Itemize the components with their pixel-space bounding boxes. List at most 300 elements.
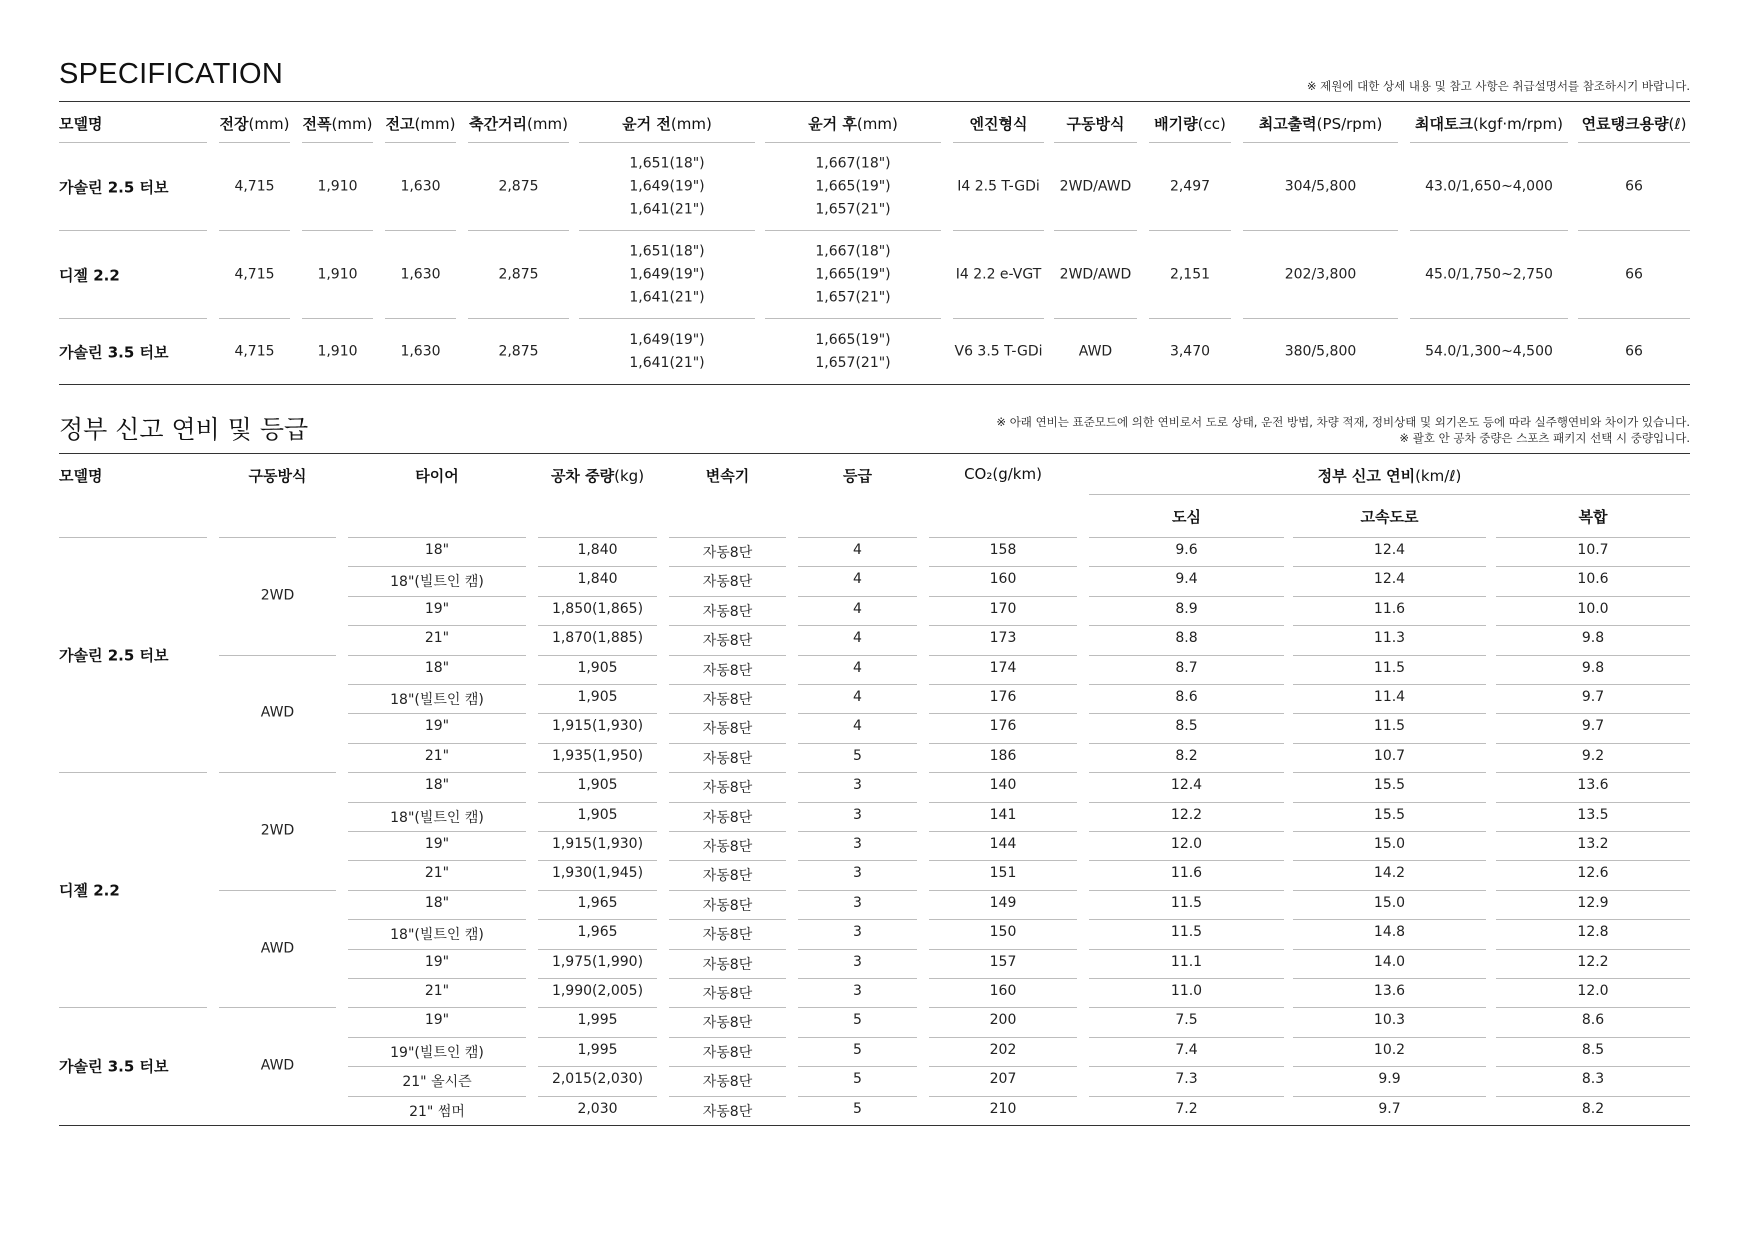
fuel-row-divider bbox=[798, 596, 917, 597]
spec-title: SPECIFICATION bbox=[59, 58, 284, 90]
spec-cell-wheelbase: 2,875 bbox=[498, 343, 539, 360]
fuel-row-divider bbox=[929, 596, 1077, 597]
fuel-cell: 12.8 bbox=[1577, 924, 1609, 941]
fuel-cell: 19" bbox=[424, 836, 450, 852]
fuel-row-divider bbox=[669, 860, 786, 861]
fuel-header-drive: 구동방식 bbox=[248, 467, 307, 485]
fuel-drive-divider bbox=[219, 655, 336, 656]
fuel-row-divider bbox=[348, 625, 526, 626]
fuel-row-divider bbox=[538, 655, 657, 656]
fuel-cell: 18"(빌트인 캠) bbox=[390, 574, 484, 591]
spec-cell-track-rear: 1,665(19") 1,657(21") bbox=[815, 332, 891, 371]
fuel-row-divider bbox=[669, 949, 786, 950]
fuel-row-divider bbox=[538, 772, 657, 773]
fuel-cell: 9.8 bbox=[1581, 659, 1605, 676]
fuel-row-divider bbox=[1496, 890, 1690, 891]
fuel-model-name: 가솔린 2.5 터보 bbox=[59, 646, 169, 665]
fuel-row-divider bbox=[1496, 1007, 1690, 1008]
spec-cell-track-front: 1,651(18") 1,649(19") 1,641(21") bbox=[629, 155, 705, 218]
spec-row-divider-1-11 bbox=[1410, 318, 1568, 319]
spec-cell-power: 304/5,800 bbox=[1284, 178, 1357, 195]
fuel-cell: 9.8 bbox=[1581, 630, 1605, 647]
spec-cell-height: 1,630 bbox=[400, 178, 441, 195]
fuel-cell: 149 bbox=[989, 894, 1017, 911]
fuel-cell: 9.9 bbox=[1378, 1071, 1401, 1088]
fuel-row-divider bbox=[798, 684, 917, 685]
spec-header-11: 최대토크(kgf·m/rpm) bbox=[1415, 115, 1563, 133]
fuel-cell: 7.4 bbox=[1175, 1041, 1198, 1058]
fuel-row-divider bbox=[669, 1096, 786, 1097]
fuel-row-divider bbox=[929, 1066, 1077, 1067]
fuel-cell: 11.1 bbox=[1170, 953, 1203, 970]
fuel-cell: 13.6 bbox=[1577, 777, 1609, 794]
fuel-row-divider bbox=[1089, 949, 1284, 950]
fuel-cell: 8.3 bbox=[1581, 1071, 1605, 1088]
fuel-row-divider bbox=[798, 713, 917, 714]
fuel-header-divider-7 bbox=[1089, 537, 1284, 538]
spec-row-divider-0-1 bbox=[219, 230, 290, 231]
spec-cell-power: 202/3,800 bbox=[1284, 266, 1357, 283]
fuel-cell: 186 bbox=[989, 747, 1017, 764]
fuel-cell: 3 bbox=[853, 865, 862, 882]
fuel-cell: 14.2 bbox=[1373, 865, 1406, 882]
spec-header-1: 전장(mm) bbox=[219, 115, 290, 133]
fuel-cell: 15.0 bbox=[1373, 836, 1406, 852]
fuel-cell: 174 bbox=[989, 659, 1017, 676]
fuel-cell: 3 bbox=[853, 894, 862, 911]
fuel-cell: 7.3 bbox=[1175, 1071, 1198, 1088]
fuel-cell: 5 bbox=[853, 1071, 862, 1088]
fuel-row-divider bbox=[1089, 890, 1284, 891]
fuel-cell: 3 bbox=[853, 836, 862, 852]
fuel-cell: 18" bbox=[424, 542, 450, 558]
fuel-row-divider bbox=[1293, 1066, 1486, 1067]
fuel-row-divider bbox=[798, 978, 917, 979]
fuel-cell: 5 bbox=[853, 747, 862, 764]
fuel-row-divider bbox=[1293, 743, 1486, 744]
fuel-row-divider bbox=[798, 919, 917, 920]
fuel-row-divider bbox=[348, 713, 526, 714]
fuel-row-divider bbox=[798, 831, 917, 832]
fuel-cell: 19" bbox=[424, 600, 450, 617]
fuel-cell: 1,995 bbox=[577, 1012, 618, 1029]
fuel-row-divider bbox=[798, 772, 917, 773]
spec-row-divider-1-10 bbox=[1243, 318, 1398, 319]
fuel-cell: 4 bbox=[853, 689, 862, 705]
fuel-cell: 1,930(1,945) bbox=[551, 865, 644, 882]
fuel-row-divider bbox=[669, 743, 786, 744]
fuel-row-divider bbox=[348, 919, 526, 920]
spec-row-divider-0-0 bbox=[59, 230, 207, 231]
spec-header-divider-10 bbox=[1243, 142, 1398, 143]
spec-header-divider-0 bbox=[59, 142, 207, 143]
fuel-row-divider bbox=[1496, 978, 1690, 979]
fuel-header-grade: 등급 bbox=[843, 467, 872, 485]
fuel-drive-name: 2WD bbox=[260, 587, 295, 604]
fuel-cell: 7.2 bbox=[1175, 1100, 1198, 1117]
fuel-cell: 176 bbox=[989, 718, 1017, 735]
fuel-row-divider bbox=[1496, 772, 1690, 773]
fuel-cell: 3 bbox=[853, 924, 862, 941]
fuel-row-divider bbox=[669, 1007, 786, 1008]
fuel-cell: 4 bbox=[853, 600, 862, 617]
fuel-row-divider bbox=[1496, 802, 1690, 803]
fuel-cell: 자동8단 bbox=[702, 986, 753, 1002]
spec-cell-track-front: 1,649(19") 1,641(21") bbox=[629, 332, 705, 371]
fuel-cell: 1,990(2,005) bbox=[551, 983, 644, 999]
fuel-cell: 9.2 bbox=[1581, 747, 1605, 764]
fuel-row-divider bbox=[348, 831, 526, 832]
spec-row-divider-0-12 bbox=[1578, 230, 1690, 231]
spec-header-4: 축간거리(mm) bbox=[469, 115, 568, 133]
fuel-cell: 자동8단 bbox=[702, 839, 753, 855]
fuel-row-divider bbox=[348, 655, 526, 656]
fuel-cell: 160 bbox=[989, 571, 1017, 588]
fuel-header-hwy: 고속도로 bbox=[1360, 508, 1419, 526]
fuel-row-divider bbox=[669, 655, 786, 656]
spec-row-divider-1-12 bbox=[1578, 318, 1690, 319]
fuel-cell: 2,015(2,030) bbox=[551, 1071, 644, 1088]
fuel-row-divider bbox=[669, 566, 786, 567]
fuel-drive-name: AWD bbox=[260, 704, 295, 721]
fuel-cell: 4 bbox=[853, 542, 862, 558]
fuel-title: 정부 신고 연비 및 등급 bbox=[59, 415, 309, 444]
spec-cell-drive: AWD bbox=[1078, 343, 1113, 360]
fuel-cell: 202 bbox=[989, 1041, 1017, 1058]
fuel-cell: 9.4 bbox=[1175, 571, 1198, 588]
spec-row-divider-0-5 bbox=[579, 230, 755, 231]
fuel-cell: 3 bbox=[853, 806, 862, 823]
fuel-row-divider bbox=[929, 1007, 1077, 1008]
spec-cell-cc: 3,470 bbox=[1169, 343, 1211, 360]
fuel-cell: 13.6 bbox=[1373, 983, 1406, 999]
fuel-row-divider bbox=[669, 713, 786, 714]
fuel-header-city: 도심 bbox=[1172, 508, 1201, 526]
fuel-row-divider bbox=[348, 596, 526, 597]
fuel-row-divider bbox=[1496, 831, 1690, 832]
spec-cell-drive: 2WD/AWD bbox=[1059, 266, 1132, 283]
fuel-row-divider bbox=[538, 978, 657, 979]
fuel-cell: 자동8단 bbox=[702, 809, 753, 826]
fuel-model-name: 디젤 2.2 bbox=[59, 881, 120, 900]
fuel-header-divider-2 bbox=[348, 537, 526, 538]
fuel-row-divider bbox=[1496, 625, 1690, 626]
fuel-cell: 11.5 bbox=[1373, 659, 1406, 676]
fuel-header-divider-8 bbox=[1293, 537, 1486, 538]
fuel-row-divider bbox=[538, 890, 657, 891]
fuel-row-divider bbox=[538, 713, 657, 714]
fuel-row-divider bbox=[1293, 566, 1486, 567]
fuel-row-divider bbox=[798, 655, 917, 656]
fuel-cell: 12.0 bbox=[1577, 983, 1609, 999]
fuel-row-divider bbox=[669, 978, 786, 979]
fuel-cell: 1,905 bbox=[577, 777, 618, 794]
spec-header-divider-6 bbox=[765, 142, 941, 143]
fuel-cell: 자동8단 bbox=[702, 692, 753, 708]
fuel-header-divider-5 bbox=[798, 537, 917, 538]
spec-cell-engine: I4 2.5 T-GDi bbox=[957, 178, 1040, 195]
fuel-row-divider bbox=[929, 860, 1077, 861]
spec-header-7: 엔진형식 bbox=[969, 115, 1028, 133]
spec-row-divider-1-3 bbox=[385, 318, 456, 319]
fuel-cell: 12.4 bbox=[1373, 571, 1406, 588]
fuel-cell: 자동8단 bbox=[702, 868, 753, 885]
fuel-cell: 9.6 bbox=[1175, 542, 1198, 558]
fuel-model-divider bbox=[59, 772, 207, 773]
fuel-cell: 10.2 bbox=[1373, 1041, 1406, 1058]
fuel-row-divider bbox=[798, 1096, 917, 1097]
fuel-header-divider-4 bbox=[669, 537, 786, 538]
fuel-cell: 1,965 bbox=[577, 924, 618, 941]
fuel-header-eff-divider bbox=[1089, 494, 1690, 495]
spec-row-divider-1-7 bbox=[953, 318, 1044, 319]
spec-row-divider-0-8 bbox=[1054, 230, 1137, 231]
fuel-model-divider bbox=[59, 1007, 207, 1008]
spec-row-divider-1-1 bbox=[219, 318, 290, 319]
fuel-header-divider-6 bbox=[929, 537, 1077, 538]
fuel-cell: 8.2 bbox=[1175, 747, 1198, 764]
fuel-row-divider bbox=[1089, 860, 1284, 861]
spec-cell-torque: 54.0/1,300~4,500 bbox=[1425, 343, 1553, 360]
spec-header-divider-1 bbox=[219, 142, 290, 143]
spec-cell-tank: 66 bbox=[1625, 178, 1643, 195]
fuel-row-divider bbox=[538, 919, 657, 920]
spec-cell-width: 1,910 bbox=[317, 178, 358, 195]
fuel-cell: 21" 올시즌 bbox=[402, 1074, 472, 1091]
fuel-cell: 8.6 bbox=[1581, 1012, 1605, 1029]
fuel-drive-name: 2WD bbox=[260, 822, 295, 839]
fuel-row-divider bbox=[538, 949, 657, 950]
spec-row-divider-1-4 bbox=[468, 318, 569, 319]
fuel-row-divider bbox=[929, 1037, 1077, 1038]
spec-header-divider-9 bbox=[1149, 142, 1231, 143]
fuel-row-divider bbox=[798, 802, 917, 803]
fuel-cell: 207 bbox=[989, 1071, 1017, 1088]
spec-row-model: 가솔린 2.5 터보 bbox=[59, 178, 169, 197]
fuel-row-divider bbox=[1089, 713, 1284, 714]
fuel-row-divider bbox=[1293, 1037, 1486, 1038]
fuel-row-divider bbox=[669, 831, 786, 832]
fuel-row-divider bbox=[1496, 743, 1690, 744]
spec-cell-wheelbase: 2,875 bbox=[498, 266, 539, 283]
fuel-row-divider bbox=[1293, 596, 1486, 597]
spec-row-divider-1-0 bbox=[59, 318, 207, 319]
spec-header-10: 최고출력(PS/rpm) bbox=[1258, 115, 1383, 133]
fuel-row-divider bbox=[1496, 1096, 1690, 1097]
spec-row-divider-1-6 bbox=[765, 318, 941, 319]
fuel-row-divider bbox=[1496, 919, 1690, 920]
fuel-cell: 1,935(1,950) bbox=[551, 747, 644, 764]
fuel-drive-divider bbox=[219, 890, 336, 891]
fuel-cell: 21" bbox=[424, 983, 450, 999]
fuel-cell: 자동8단 bbox=[702, 633, 753, 650]
spec-row-divider-1-2 bbox=[302, 318, 373, 319]
fuel-row-divider bbox=[1293, 802, 1486, 803]
fuel-row-divider bbox=[1496, 684, 1690, 685]
fuel-cell: 10.6 bbox=[1577, 571, 1609, 588]
fuel-cell: 12.4 bbox=[1170, 777, 1203, 794]
fuel-header-model: 모델명 bbox=[59, 467, 103, 485]
spec-cell-length: 4,715 bbox=[234, 266, 275, 283]
fuel-drive-divider bbox=[219, 1007, 336, 1008]
spec-header-0: 모델명 bbox=[59, 115, 103, 133]
spec-cell-tank: 66 bbox=[1625, 343, 1643, 360]
fuel-cell: 5 bbox=[853, 1041, 862, 1058]
fuel-cell: 11.6 bbox=[1170, 865, 1203, 882]
spec-row-divider-0-10 bbox=[1243, 230, 1398, 231]
fuel-row-divider bbox=[1089, 684, 1284, 685]
fuel-cell: 11.5 bbox=[1170, 894, 1203, 911]
fuel-cell: 12.0 bbox=[1170, 836, 1203, 852]
spec-row-divider-0-3 bbox=[385, 230, 456, 231]
fuel-cell: 8.5 bbox=[1581, 1041, 1605, 1058]
spec-note: ※ 제원에 대한 상세 내용 및 참고 사항은 취급설명서를 참조하시기 바랍니다. bbox=[1306, 79, 1690, 93]
spec-row-divider-0-11 bbox=[1410, 230, 1568, 231]
fuel-cell: 170 bbox=[989, 600, 1017, 617]
fuel-row-divider bbox=[929, 831, 1077, 832]
fuel-row-divider bbox=[1293, 625, 1486, 626]
fuel-cell: 4 bbox=[853, 659, 862, 676]
fuel-row-divider bbox=[1089, 978, 1284, 979]
fuel-cell: 11.4 bbox=[1373, 689, 1406, 705]
spec-cell-power: 380/5,800 bbox=[1284, 343, 1357, 360]
spec-cell-width: 1,910 bbox=[317, 343, 358, 360]
fuel-row-divider bbox=[1293, 978, 1486, 979]
fuel-cell: 1,915(1,930) bbox=[551, 718, 644, 735]
spec-header-divider-12 bbox=[1578, 142, 1690, 143]
fuel-row-divider bbox=[1293, 949, 1486, 950]
fuel-row-divider bbox=[1293, 772, 1486, 773]
fuel-cell: 18" bbox=[424, 777, 450, 794]
fuel-row-divider bbox=[1089, 596, 1284, 597]
spec-cell-track-rear: 1,667(18") 1,665(19") 1,657(21") bbox=[815, 243, 891, 306]
fuel-cell: 3 bbox=[853, 953, 862, 970]
spec-row-divider-1-9 bbox=[1149, 318, 1231, 319]
fuel-row-divider bbox=[798, 743, 917, 744]
fuel-cell: 210 bbox=[989, 1100, 1017, 1117]
fuel-row-divider bbox=[538, 1037, 657, 1038]
fuel-row-divider bbox=[348, 802, 526, 803]
fuel-cell: 18"(빌트인 캠) bbox=[390, 927, 484, 944]
fuel-row-divider bbox=[348, 684, 526, 685]
fuel-row-divider bbox=[669, 1066, 786, 1067]
fuel-row-divider bbox=[538, 566, 657, 567]
fuel-bottom-rule bbox=[59, 1125, 1690, 1126]
spec-cell-track-front: 1,651(18") 1,649(19") 1,641(21") bbox=[629, 243, 705, 306]
spec-row-model: 디젤 2.2 bbox=[59, 266, 120, 285]
spec-header-3: 전고(mm) bbox=[385, 115, 456, 133]
fuel-cell: 15.0 bbox=[1373, 894, 1406, 911]
fuel-row-divider bbox=[1089, 566, 1284, 567]
fuel-row-divider bbox=[538, 802, 657, 803]
spec-cell-track-rear: 1,667(18") 1,665(19") 1,657(21") bbox=[815, 155, 891, 218]
fuel-row-divider bbox=[348, 566, 526, 567]
fuel-row-divider bbox=[1089, 1007, 1284, 1008]
fuel-cell: 157 bbox=[989, 953, 1017, 970]
fuel-cell: 11.3 bbox=[1373, 630, 1406, 647]
fuel-header-divider-9 bbox=[1496, 537, 1690, 538]
fuel-cell: 8.7 bbox=[1175, 659, 1198, 676]
spec-header-divider-2 bbox=[302, 142, 373, 143]
fuel-row-divider bbox=[798, 1007, 917, 1008]
fuel-note-1: ※ 아래 연비는 표준모드에 의한 연비로서 도로 상태, 운전 방법, 차량 적재, 정비상태 및 외기온도 등에 따라 실주행연비와 차이가 있습니다. bbox=[996, 415, 1690, 429]
fuel-header-divider-0 bbox=[59, 537, 207, 538]
fuel-row-divider bbox=[348, 949, 526, 950]
fuel-row-divider bbox=[538, 743, 657, 744]
fuel-row-divider bbox=[1089, 1037, 1284, 1038]
fuel-cell: 8.5 bbox=[1175, 718, 1198, 735]
spec-row-divider-1-5 bbox=[579, 318, 755, 319]
fuel-cell: 1,905 bbox=[577, 806, 618, 823]
fuel-row-divider bbox=[929, 655, 1077, 656]
fuel-row-divider bbox=[669, 890, 786, 891]
fuel-row-divider bbox=[929, 802, 1077, 803]
fuel-cell: 자동8단 bbox=[702, 1074, 753, 1091]
fuel-cell: 9.7 bbox=[1378, 1100, 1401, 1117]
fuel-row-divider bbox=[1293, 684, 1486, 685]
fuel-model-name: 가솔린 3.5 터보 bbox=[59, 1057, 169, 1076]
fuel-row-divider bbox=[348, 1066, 526, 1067]
fuel-cell: 1,870(1,885) bbox=[551, 630, 644, 647]
fuel-cell: 160 bbox=[989, 983, 1017, 999]
spec-header-divider-5 bbox=[579, 142, 755, 143]
fuel-row-divider bbox=[1089, 772, 1284, 773]
fuel-cell: 10.7 bbox=[1577, 542, 1609, 558]
fuel-row-divider bbox=[1496, 596, 1690, 597]
fuel-cell: 144 bbox=[989, 836, 1017, 852]
spec-cell-width: 1,910 bbox=[317, 266, 358, 283]
fuel-cell: 18"(빌트인 캠) bbox=[390, 809, 484, 826]
fuel-cell: 9.7 bbox=[1581, 718, 1605, 735]
fuel-cell: 14.0 bbox=[1373, 953, 1406, 970]
spec-header-5: 윤거 전(mm) bbox=[622, 115, 712, 133]
fuel-cell: 140 bbox=[989, 777, 1017, 794]
fuel-cell: 3 bbox=[853, 777, 862, 794]
fuel-cell: 자동8단 bbox=[702, 927, 753, 944]
fuel-cell: 5 bbox=[853, 1100, 862, 1117]
fuel-cell: 10.3 bbox=[1373, 1012, 1406, 1029]
fuel-cell: 12.6 bbox=[1577, 865, 1609, 882]
fuel-row-divider bbox=[1496, 713, 1690, 714]
fuel-row-divider bbox=[348, 1037, 526, 1038]
spec-header-2: 전폭(mm) bbox=[302, 115, 373, 133]
fuel-cell: 자동8단 bbox=[702, 1044, 753, 1061]
fuel-cell: 11.5 bbox=[1170, 924, 1203, 941]
fuel-row-divider bbox=[1496, 949, 1690, 950]
fuel-cell: 12.2 bbox=[1577, 953, 1609, 970]
fuel-row-divider bbox=[669, 684, 786, 685]
fuel-row-divider bbox=[1089, 831, 1284, 832]
fuel-cell: 8.9 bbox=[1175, 600, 1198, 617]
fuel-header-co2: CO₂(g/km) bbox=[964, 465, 1042, 483]
fuel-cell: 1,840 bbox=[577, 571, 618, 588]
fuel-row-divider bbox=[538, 831, 657, 832]
fuel-header-divider-3 bbox=[538, 537, 657, 538]
fuel-row-divider bbox=[669, 625, 786, 626]
fuel-cell: 11.6 bbox=[1373, 600, 1406, 617]
fuel-cell: 자동8단 bbox=[702, 603, 753, 620]
fuel-row-divider bbox=[929, 890, 1077, 891]
fuel-drive-name: AWD bbox=[260, 1057, 295, 1074]
fuel-cell: 19" bbox=[424, 718, 450, 735]
fuel-cell: 18"(빌트인 캠) bbox=[390, 692, 484, 708]
fuel-row-divider bbox=[929, 743, 1077, 744]
fuel-cell: 8.2 bbox=[1581, 1100, 1605, 1117]
fuel-cell: 21" 썸머 bbox=[409, 1103, 465, 1120]
fuel-row-divider bbox=[348, 860, 526, 861]
fuel-cell: 4 bbox=[853, 571, 862, 588]
spec-cell-engine: I4 2.2 e-VGT bbox=[955, 266, 1042, 283]
